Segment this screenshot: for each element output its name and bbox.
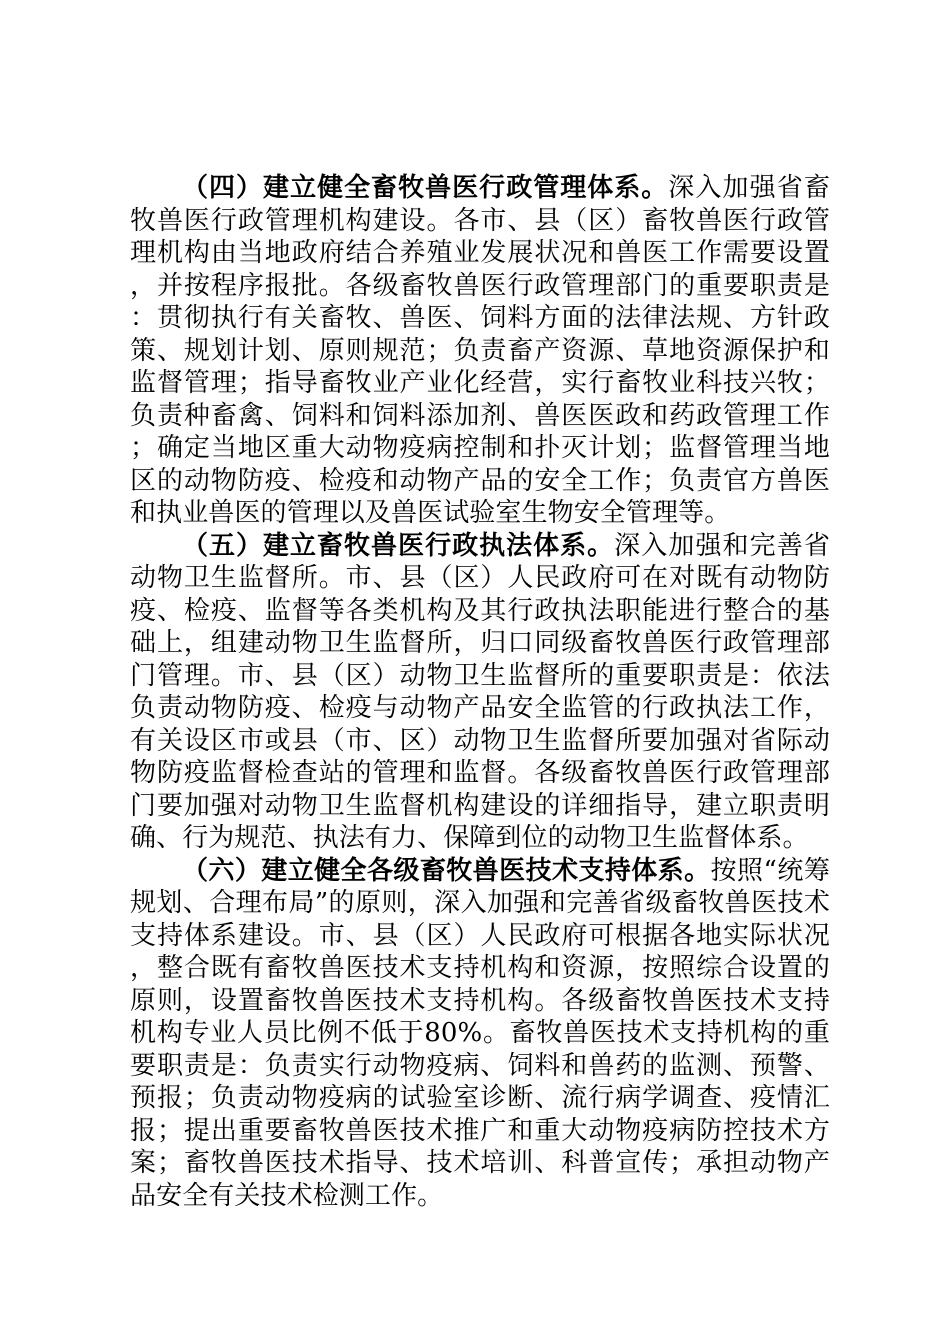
paragraph-body: 按照“统筹规划、合理布局”的原则，深入加强和完善省级畜牧兽医技术支持体系建设。市、县（区）人民政府可根据各地实际状况，整合既有畜牧兽医技术支持机构和资源，按照综合设置的原则，设置畜牧兽医技术支持机构。各级畜牧兽医技术支持机构专业人员比例不低于80%。畜牧兽医技术支持机构的重要职责是：负责实行动物疫病、饲料和兽药的监测、预警、预报；负责动物疫病的试验室诊断、流行病学调查、疫情汇报；提出重要畜牧兽医技术推广和重大动物疫病防控技术方案；畜牧兽医技术指导、技术培训、科普宣传；承担动物产品安全有关技术检测工作。 [130, 855, 830, 1211]
paragraph-body: 深入加强省畜牧兽医行政管理机构建设。各市、县（区）畜牧兽医行政管理机构由当地政府结合养殖业发展状况和兽医工作需要设置，并按程序报批。各级畜牧兽医行政管理部门的重要职责是：贯彻执行有关畜牧、兽医、饲料方面的法律法规、方针政策、规划计划、原则规范；负责畜产资源、草地资源保护和监督管理；指导畜牧业产业化经营，实行畜牧业科技兴牧；负责种畜禽、饲料和饲料添加剂、兽医医政和药政管理工作；确定当地区重大动物疫病控制和扑灭计划；监督管理当地区的动物防疫、检疫和动物产品的安全工作；负责官方兽医和执业兽医的管理以及兽医试验室生物安全管理等。 [130, 173, 830, 528]
paragraph-four [130, 172, 830, 530]
paragraph-heading: （五）建立畜牧兽医行政执法体系。 [182, 530, 615, 561]
paragraph-heading: （六）建立健全各级畜牧兽医技术支持体系。 [182, 855, 711, 886]
paragraph-body: 深入加强和完善省动物卫生监督所。市、县（区）人民政府可在对既有动物防疫、检疫、监督等各类机构及其行政执法职能进行整合的基础上，组建动物卫生监督所，归口同级畜牧兽医行政管理部门管理。市、县（区）动物卫生监督所的重要职责是：依法负责动物防疫、检疫与动物产品安全监管的行政执法工作，有关设区市或县（市、区）动物卫生监督所要加强对省际动物防疫监督检查站的管理和监督。各级畜牧兽医行政管理部门要加强对动物卫生监督机构建设的详细指导，建立职责明确、行为规范、执法有力、保障到位的动物卫生监督体系。 [130, 530, 830, 853]
document-page [130, 172, 830, 1212]
paragraph-six [130, 855, 830, 1213]
paragraph-heading: （四）建立健全畜牧兽医行政管理体系。 [182, 173, 669, 203]
paragraph-five [130, 530, 830, 855]
